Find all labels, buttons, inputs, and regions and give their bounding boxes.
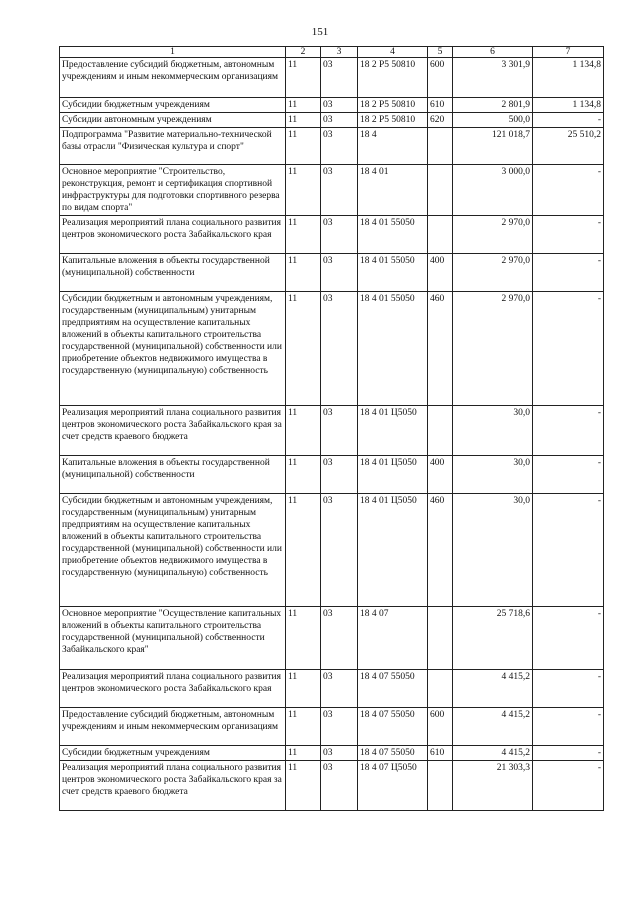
cell-section: 11 [286, 128, 321, 165]
header-row [60, 47, 604, 58]
cell-target-code: 18 4 07 [358, 607, 428, 670]
cell-target-code: 18 2 P5 50810 [358, 98, 428, 113]
col-header: 6 [453, 47, 533, 58]
col-header: 7 [533, 47, 604, 58]
table-row [60, 746, 604, 761]
cell-target-code: 18 2 P5 50810 [358, 58, 428, 98]
cell-amount-1: 500,0 [453, 113, 533, 128]
cell-expense-type [428, 670, 453, 708]
cell-amount-1: 4 415,2 [453, 670, 533, 708]
row-name: Реализация мероприятий плана социального развития центров экономического роста Забайкальского края [60, 670, 286, 708]
cell-subsection: 03 [321, 708, 358, 746]
cell-amount-1: 121 018,7 [453, 128, 533, 165]
cell-subsection: 03 [321, 98, 358, 113]
cell-expense-type: 460 [428, 292, 453, 406]
cell-section: 11 [286, 165, 321, 216]
cell-amount-2: - [533, 746, 604, 761]
row-name: Субсидии бюджетным и автономным учреждениям, государственным (муниципальным) унитарным предприятиям на осуществление капитальных вложений в объекты капитального строительства государственной (муниципальной) собственности или приобретение объектов недвижимого имущества в государственную (муниципальную) собственность [60, 494, 286, 607]
col-header: 5 [428, 47, 453, 58]
cell-target-code: 18 4 07 55050 [358, 746, 428, 761]
row-name: Предоставление субсидий бюджетным, автономным учреждениям и иным некоммерческим организациям [60, 58, 286, 98]
cell-expense-type: 400 [428, 254, 453, 292]
cell-expense-type: 460 [428, 494, 453, 607]
cell-target-code: 18 4 01 [358, 165, 428, 216]
cell-amount-1: 2 970,0 [453, 216, 533, 254]
cell-section: 11 [286, 216, 321, 254]
row-name: Реализация мероприятий плана социального развития центров экономического роста Забайкальского края [60, 216, 286, 254]
cell-expense-type: 620 [428, 113, 453, 128]
cell-amount-2: - [533, 165, 604, 216]
cell-expense-type [428, 165, 453, 216]
cell-expense-type: 400 [428, 456, 453, 494]
cell-section: 11 [286, 292, 321, 406]
cell-expense-type: 610 [428, 98, 453, 113]
table-row [60, 58, 604, 98]
cell-section: 11 [286, 456, 321, 494]
cell-target-code: 18 4 07 55050 [358, 670, 428, 708]
cell-subsection: 03 [321, 494, 358, 607]
table-row [60, 670, 604, 708]
cell-subsection: 03 [321, 128, 358, 165]
row-name: Субсидии бюджетным учреждениям [60, 746, 286, 761]
cell-amount-1: 4 415,2 [453, 708, 533, 746]
cell-amount-2: 1 134,8 [533, 98, 604, 113]
table-row [60, 456, 604, 494]
row-name: Капитальные вложения в объекты государственной (муниципальной) собственности [60, 254, 286, 292]
cell-subsection: 03 [321, 456, 358, 494]
cell-amount-1: 3 000,0 [453, 165, 533, 216]
table-row [60, 292, 604, 406]
cell-expense-type: 610 [428, 746, 453, 761]
cell-section: 11 [286, 254, 321, 292]
cell-section: 11 [286, 98, 321, 113]
cell-amount-2: - [533, 113, 604, 128]
cell-amount-1: 30,0 [453, 494, 533, 607]
cell-section: 11 [286, 746, 321, 761]
cell-subsection: 03 [321, 607, 358, 670]
cell-amount-2: - [533, 670, 604, 708]
cell-section: 11 [286, 113, 321, 128]
cell-target-code: 18 4 01 55050 [358, 292, 428, 406]
cell-section: 11 [286, 494, 321, 607]
cell-target-code: 18 4 07 55050 [358, 708, 428, 746]
cell-subsection: 03 [321, 746, 358, 761]
cell-amount-2: 25 510,2 [533, 128, 604, 165]
row-name: Предоставление субсидий бюджетным, автономным учреждениям и иным некоммерческим организациям [60, 708, 286, 746]
cell-target-code: 18 4 [358, 128, 428, 165]
page-number: 151 [311, 26, 329, 38]
row-name: Субсидии бюджетным учреждениям [60, 98, 286, 113]
table-row [60, 216, 604, 254]
budget-table [59, 46, 604, 811]
row-name: Подпрограмма "Развитие материально-технической базы отрасли "Физическая культура и спорт" [60, 128, 286, 165]
cell-section: 11 [286, 607, 321, 670]
cell-target-code: 18 4 07 Ц5050 [358, 761, 428, 811]
cell-amount-2: - [533, 456, 604, 494]
table-row [60, 254, 604, 292]
cell-amount-2: - [533, 494, 604, 607]
table-row [60, 165, 604, 216]
cell-amount-1: 2 970,0 [453, 254, 533, 292]
table-row [60, 708, 604, 746]
cell-amount-2: - [533, 292, 604, 406]
cell-amount-1: 2 970,0 [453, 292, 533, 406]
cell-target-code: 18 4 01 55050 [358, 216, 428, 254]
cell-subsection: 03 [321, 670, 358, 708]
col-header: 4 [358, 47, 428, 58]
cell-amount-1: 3 301,9 [453, 58, 533, 98]
cell-expense-type [428, 761, 453, 811]
table-row [60, 607, 604, 670]
cell-expense-type [428, 128, 453, 165]
row-name: Субсидии бюджетным и автономным учреждениям, государственным (муниципальным) унитарным предприятиям на осуществление капитальных вложений в объекты капитального строительства государственной (муниципальной) собственности или приобретение объектов недвижимого имущества в государственную (муниципальную) собственность [60, 292, 286, 406]
cell-expense-type [428, 607, 453, 670]
cell-section: 11 [286, 761, 321, 811]
cell-amount-1: 21 303,3 [453, 761, 533, 811]
col-header: 2 [286, 47, 321, 58]
cell-target-code: 18 4 01 Ц5050 [358, 406, 428, 456]
table-row [60, 494, 604, 607]
table-row [60, 406, 604, 456]
col-header: 1 [60, 47, 286, 58]
cell-section: 11 [286, 670, 321, 708]
table-row [60, 761, 604, 811]
cell-section: 11 [286, 58, 321, 98]
cell-expense-type [428, 406, 453, 456]
cell-amount-2: - [533, 254, 604, 292]
cell-amount-2: - [533, 216, 604, 254]
row-name: Реализация мероприятий плана социального развития центров экономического роста Забайкальского края за счет средств краевого бюджета [60, 761, 286, 811]
cell-subsection: 03 [321, 165, 358, 216]
cell-expense-type: 600 [428, 708, 453, 746]
cell-target-code: 18 4 01 55050 [358, 254, 428, 292]
table-row [60, 98, 604, 113]
cell-amount-2: - [533, 406, 604, 456]
cell-amount-2: - [533, 708, 604, 746]
cell-subsection: 03 [321, 113, 358, 128]
row-name: Капитальные вложения в объекты государственной (муниципальной) собственности [60, 456, 286, 494]
cell-amount-1: 30,0 [453, 406, 533, 456]
cell-amount-1: 25 718,6 [453, 607, 533, 670]
cell-amount-1: 30,0 [453, 456, 533, 494]
cell-section: 11 [286, 406, 321, 456]
row-name: Основное мероприятие "Осуществление капитальных вложений в объекты капитального строительства государственной (муниципальной) собственности Забайкальского края" [60, 607, 286, 670]
cell-amount-1: 4 415,2 [453, 746, 533, 761]
cell-target-code: 18 4 01 Ц5050 [358, 494, 428, 607]
cell-subsection: 03 [321, 254, 358, 292]
cell-expense-type [428, 216, 453, 254]
cell-section: 11 [286, 708, 321, 746]
col-header: 3 [321, 47, 358, 58]
cell-subsection: 03 [321, 216, 358, 254]
row-name: Субсидии автономным учреждениям [60, 113, 286, 128]
table-row [60, 113, 604, 128]
row-name: Реализация мероприятий плана социального развития центров экономического роста Забайкальского края за счет средств краевого бюджета [60, 406, 286, 456]
table-row [60, 128, 604, 165]
cell-amount-2: 1 134,8 [533, 58, 604, 98]
cell-subsection: 03 [321, 406, 358, 456]
cell-amount-1: 2 801,9 [453, 98, 533, 113]
cell-amount-2: - [533, 761, 604, 811]
cell-target-code: 18 4 01 Ц5050 [358, 456, 428, 494]
cell-subsection: 03 [321, 58, 358, 98]
cell-target-code: 18 2 P5 50810 [358, 113, 428, 128]
cell-subsection: 03 [321, 292, 358, 406]
cell-expense-type: 600 [428, 58, 453, 98]
cell-amount-2: - [533, 607, 604, 670]
cell-subsection: 03 [321, 761, 358, 811]
row-name: Основное мероприятие "Строительство, реконструкция, ремонт и сертификация спортивной инфраструктуры для подготовки спортивного резерва по видам спорта" [60, 165, 286, 216]
